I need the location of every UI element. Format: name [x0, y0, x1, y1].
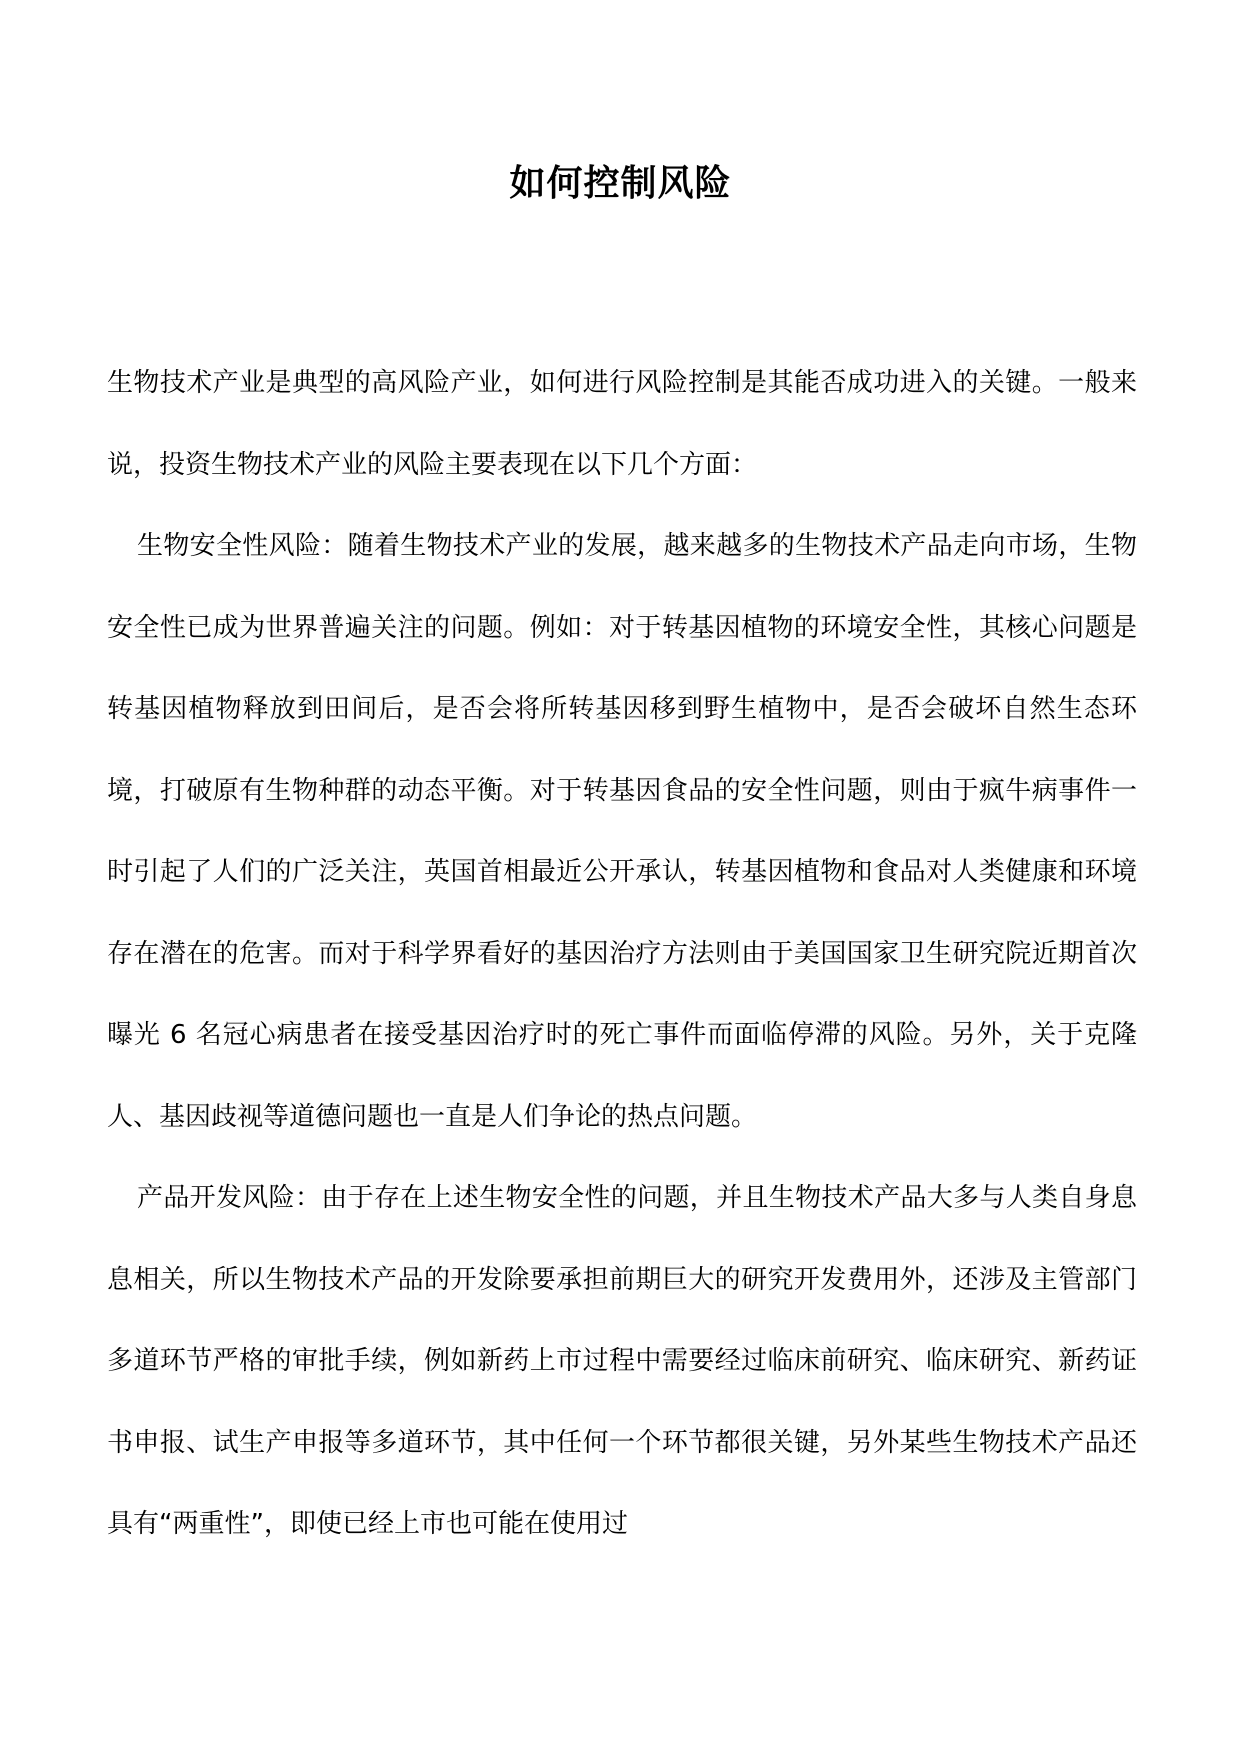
- paragraph-biosafety-risk: 生物安全性风险：随着生物技术产业的发展，越来越多的生物技术产品走向市场，生物安全性已成为世界普遍关注的问题。例如：对于转基因植物的环境安全性，其核心问题是转基因植物释放到田间后，是否会将所转基因移到野生植物中，是否会破坏自然生态环境，打破原有生物种群的动态平衡。对于转基因食品的安全性问题，则由于疯牛病事件一时引起了人们的广泛关注，英国首相最近公开承认，转基因植物和食品对人类健康和环境存在潜在的危害。而对于科学界看好的基因治疗方法则由于美国国家卫生研究院近期首次曝光 6 名冠心病患者在接受基因治疗时的死亡事件而面临停滞的风险。另外，关于克隆人、基因歧视等道德问题也一直是人们争论的热点问题。: [107, 531, 1137, 1132]
- paragraph-intro: 生物技术产业是典型的高风险产业，如何进行风险控制是其能否成功进入的关键。一般来说，投资生物技术产业的风险主要表现在以下几个方面：: [107, 368, 1137, 480]
- document-body: [107, 343, 1137, 1566]
- page-title: 如何控制风险: [509, 163, 732, 204]
- paragraph-product-development-risk: 产品开发风险：由于存在上述生物安全性的问题，并且生物技术产品大多与人类自身息息相关，所以生物技术产品的开发除要承担前期巨大的研究开发费用外，还涉及主管部门多道环节严格的审批手续，例如新药上市过程中需要经过临床前研究、临床研究、新药证书申报、试生产申报等多道环节，其中任何一个环节都很关键，另外某些生物技术产品还具有“两重性”，即使已经上市也可能在使用过: [107, 1183, 1137, 1539]
